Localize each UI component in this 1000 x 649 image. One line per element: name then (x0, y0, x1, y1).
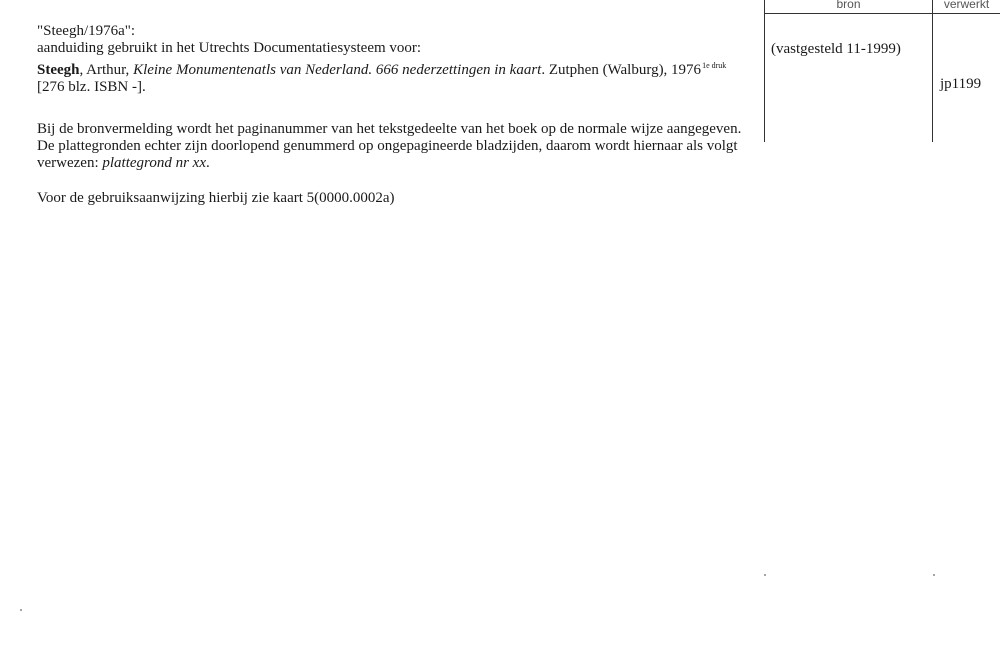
entry-details: [276 blz. ISBN -]. (37, 79, 146, 95)
scan-speck (933, 574, 935, 576)
notes-line-3-prefix: verwezen: (37, 155, 103, 171)
scan-speck (764, 574, 766, 576)
scan-speck (20, 609, 22, 611)
verwerkt-value: jp1199 (940, 76, 982, 92)
notes-block (37, 121, 741, 172)
verwerkt-column-header: verwerkt (943, 0, 990, 11)
entry-code: "Steegh/1976a": (37, 23, 136, 39)
entry-author-bold: Steegh (37, 62, 80, 78)
column-header-rule (764, 13, 1000, 14)
entry-edition: 1e druk (702, 61, 727, 70)
notes-line-3-suffix: . (205, 155, 210, 171)
bron-column-header: bron (836, 0, 861, 11)
entry-publisher: . Zutphen (Walburg), 1976 (541, 62, 702, 78)
entry-citation (37, 57, 726, 79)
notes-line-3-italic: plattegrond nr xx (102, 155, 206, 171)
usage-note: Voor de gebruiksaanwijzing hierbij zie kaart 5(0000.0002a) (37, 190, 395, 206)
entry-author-rest: , Arthur, (79, 62, 134, 78)
bibliographic-entry (37, 23, 726, 96)
notes-line-2: De plattegronden echter zijn doorlopend genummerd op ongepagineerde bladzijden, daarom wordt hiernaar als volgt (37, 138, 738, 154)
entry-title: Kleine Monumentenatls van Nederland. 666 nederzettingen in kaart (133, 62, 542, 78)
bron-value: (vastgesteld 11-1999) (771, 41, 901, 57)
bron-column-divider (764, 0, 765, 142)
notes-line-3 (37, 155, 741, 172)
verwerkt-column-divider (932, 0, 933, 142)
entry-usage-line: aanduiding gebruikt in het Utrechts Documentatiesysteem voor: (37, 40, 422, 56)
notes-line-1: Bij de bronvermelding wordt het paginanummer van het tekstgedeelte van het boek op de normale wijze aangegeven. (37, 121, 742, 137)
